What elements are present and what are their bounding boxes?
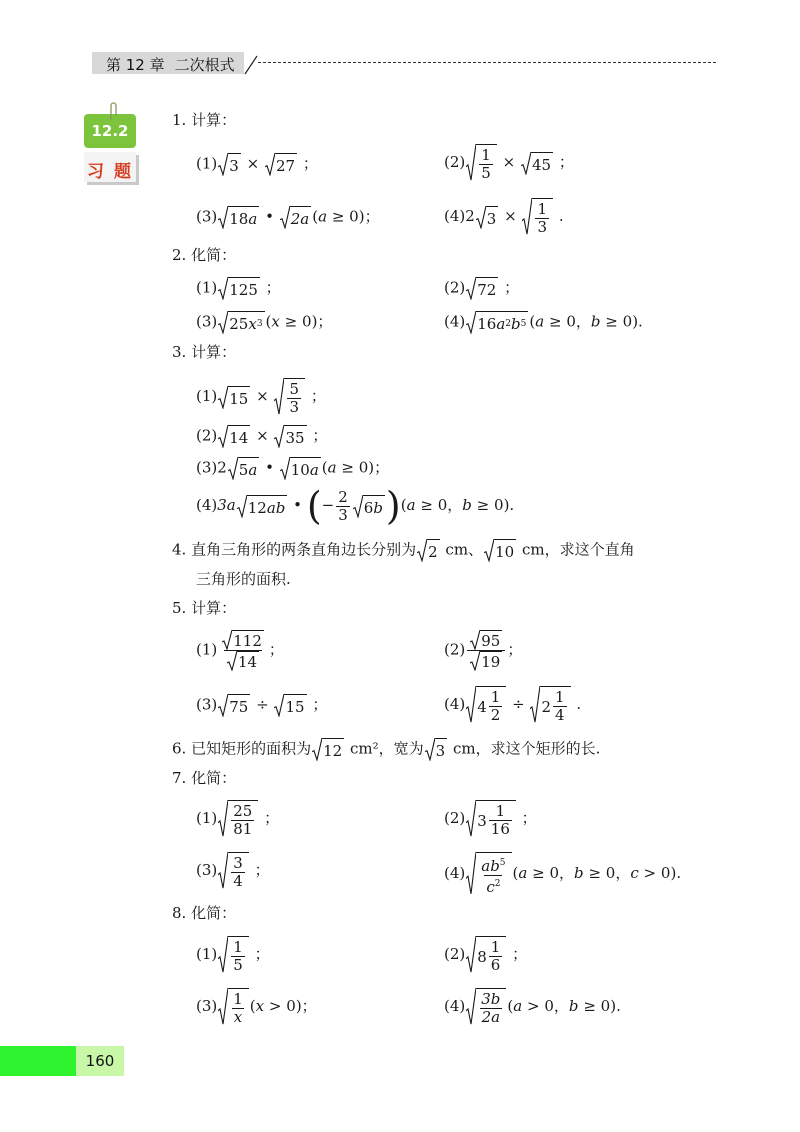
- sqrt: 3: [218, 153, 241, 176]
- p3-item-2: (2) 14 × 35 ；: [196, 426, 328, 447]
- sqrt: 1 3: [522, 198, 553, 236]
- exercise-badge: [80, 102, 140, 182]
- sqrt: 27: [265, 153, 297, 176]
- sqrt: 8 1 6: [466, 936, 506, 974]
- problem-5-title: 5. 计算：: [172, 599, 237, 617]
- label: (1): [196, 387, 218, 405]
- header-dashed-rule: [258, 62, 716, 63]
- label: (4): [444, 997, 466, 1015]
- p7-item-3: (3) 3 4 ；: [196, 854, 270, 890]
- label: (4): [444, 207, 466, 225]
- sqrt: 2: [417, 539, 440, 562]
- problem-3-title: 3. 计算：: [172, 343, 237, 361]
- label: (3): [196, 695, 218, 714]
- sqrt: 15: [218, 386, 250, 409]
- p5-item-1: (1) $\frac{112}{14}$ ；: [196, 632, 284, 671]
- sqrt: 3 1 16: [466, 800, 516, 838]
- label: (2): [444, 945, 466, 963]
- p5-item-3: (3) 75 ÷ 15 ；: [196, 695, 328, 716]
- sqrt: 25 x 3: [218, 311, 264, 334]
- label: (1): [196, 154, 218, 173]
- p7-item-2: (2) 3 1 16 ；: [444, 802, 537, 838]
- label: (1): [196, 640, 218, 659]
- label: (4): [196, 496, 218, 514]
- sqrt: 3: [476, 206, 499, 229]
- sqrt: 10: [484, 539, 516, 562]
- sqrt: 18 a: [218, 206, 259, 229]
- sqrt: 75: [218, 694, 250, 717]
- badge-label-box: [84, 152, 136, 182]
- label: (3): [196, 861, 218, 879]
- sqrt: 3: [425, 738, 448, 761]
- label: (3): [196, 207, 218, 226]
- badge-label: 习 题: [87, 162, 133, 182]
- problem-1-title: 1. 计算：: [172, 111, 237, 129]
- sqrt: 10 a: [280, 457, 321, 480]
- problem-2-title: 2. 化简：: [172, 246, 237, 264]
- p8-item-2: (2) 8 1 6 ；: [444, 938, 528, 974]
- label: (3): [196, 997, 218, 1015]
- sqrt: 125: [218, 277, 260, 300]
- chapter-header: [92, 52, 716, 78]
- label: (2): [196, 426, 218, 445]
- sqrt: 14: [218, 425, 250, 448]
- page-number: 160: [76, 1046, 124, 1076]
- sqrt: 12: [312, 738, 344, 761]
- problem-6: 6. 已知矩形的面积为 12 cm²，宽为 3 cm，求这个矩形的长.: [172, 739, 601, 760]
- p1-item-1: (1) 3 × 27 ；: [196, 154, 318, 175]
- problem-7-title: 7. 化简：: [172, 769, 237, 787]
- p2-item-4: (4) 16 a 2 b 5 (a ≥ 0，b ≥ 0).: [444, 312, 643, 333]
- sqrt: 16 a 2 b 5: [466, 311, 528, 334]
- p1-item-4: (4)2 3 × 1 3 .: [444, 200, 564, 236]
- label: (4): [444, 312, 466, 331]
- sqrt: 12 ab: [237, 495, 288, 518]
- p1-item-3: (3) 18 a • 2a (a ≥ 0)；: [196, 207, 380, 228]
- p5-item-2: (2) $\frac{95}{19}$ ；: [444, 632, 523, 671]
- chapter-header-text: [106, 54, 235, 75]
- sqrt: 35: [274, 425, 306, 448]
- sqrt: 6 b: [353, 495, 385, 518]
- paper-clip-icon: [108, 102, 118, 122]
- label: (3): [196, 312, 218, 331]
- problem-4-line-2: 三角形的面积.: [196, 570, 291, 588]
- p2-item-2: (2) 72 ；: [444, 278, 520, 299]
- label: (4): [444, 864, 466, 882]
- sqrt: 15: [274, 694, 306, 717]
- p5-item-4: (4) 4 1 2 ÷ 2 1 4 .: [444, 688, 582, 724]
- sqrt: 2 1 4: [530, 686, 570, 724]
- sqrt: 3 4: [218, 852, 249, 890]
- label: (2): [444, 809, 466, 827]
- sqrt: $ab^5$ $c^2$: [466, 852, 511, 896]
- p3-item-1: (1) 15 × 5 3 ；: [196, 380, 326, 416]
- p8-item-4: (4) 3b 2a (a > 0，b ≥ 0).: [444, 990, 621, 1026]
- p2-item-3: (3) 25 x 3 (x ≥ 0)；: [196, 312, 333, 333]
- label: (3): [196, 458, 218, 477]
- label: (1): [196, 278, 218, 297]
- sqrt: 3b 2a: [466, 988, 506, 1026]
- sqrt: 25 81: [218, 800, 258, 838]
- sqrt: 5 a: [228, 457, 260, 480]
- problem-8-title: 8. 化简：: [172, 904, 237, 922]
- p1-item-2: (2) 1 5 × 45 ；: [444, 146, 574, 182]
- footer-green-band: [0, 1046, 76, 1076]
- sqrt: 2a: [280, 206, 312, 229]
- p8-item-1: (1) 1 5 ；: [196, 938, 270, 974]
- header-slash-icon: [242, 52, 260, 76]
- sqrt: 4 1 2: [466, 686, 506, 724]
- p8-item-3: (3) 1 x (x > 0)；: [196, 990, 317, 1026]
- chapter-number: 第 12 章: [106, 56, 165, 74]
- label: (2): [444, 153, 466, 171]
- label: (2): [444, 278, 466, 297]
- p3-item-3: (3)2 5 a • 10 a (a ≥ 0)；: [196, 458, 390, 479]
- label: (2): [444, 640, 466, 659]
- p7-item-1: (1) 25 81 ；: [196, 802, 280, 838]
- sqrt: 1 5: [466, 144, 497, 182]
- sqrt: 1 x: [218, 988, 249, 1026]
- p2-item-1: (1) 125 ；: [196, 278, 281, 299]
- problem-4-line-1: 4. 直角三角形的两条直角边长分别为 2 cm、 10 cm，求这个直角: [172, 540, 635, 561]
- label: (1): [196, 809, 218, 827]
- badge-section-number: 12.2: [91, 122, 129, 140]
- sqrt: 45: [521, 152, 553, 175]
- label: (4): [444, 695, 466, 713]
- label: (1): [196, 945, 218, 963]
- sqrt: 72: [466, 277, 498, 300]
- chapter-title: 二次根式: [174, 56, 235, 74]
- sqrt: 1 5: [218, 936, 249, 974]
- sqrt: 5 3: [274, 378, 305, 416]
- p7-item-4: (4) $ab^5$ $c^2$ (a ≥ 0，b ≥ 0，c > 0).: [444, 852, 681, 896]
- p3-item-4: (4)3a 12 ab • (− $\frac{2}{3}$ 6 b )(a ≥ 0，b ≥ 0).: [196, 484, 515, 528]
